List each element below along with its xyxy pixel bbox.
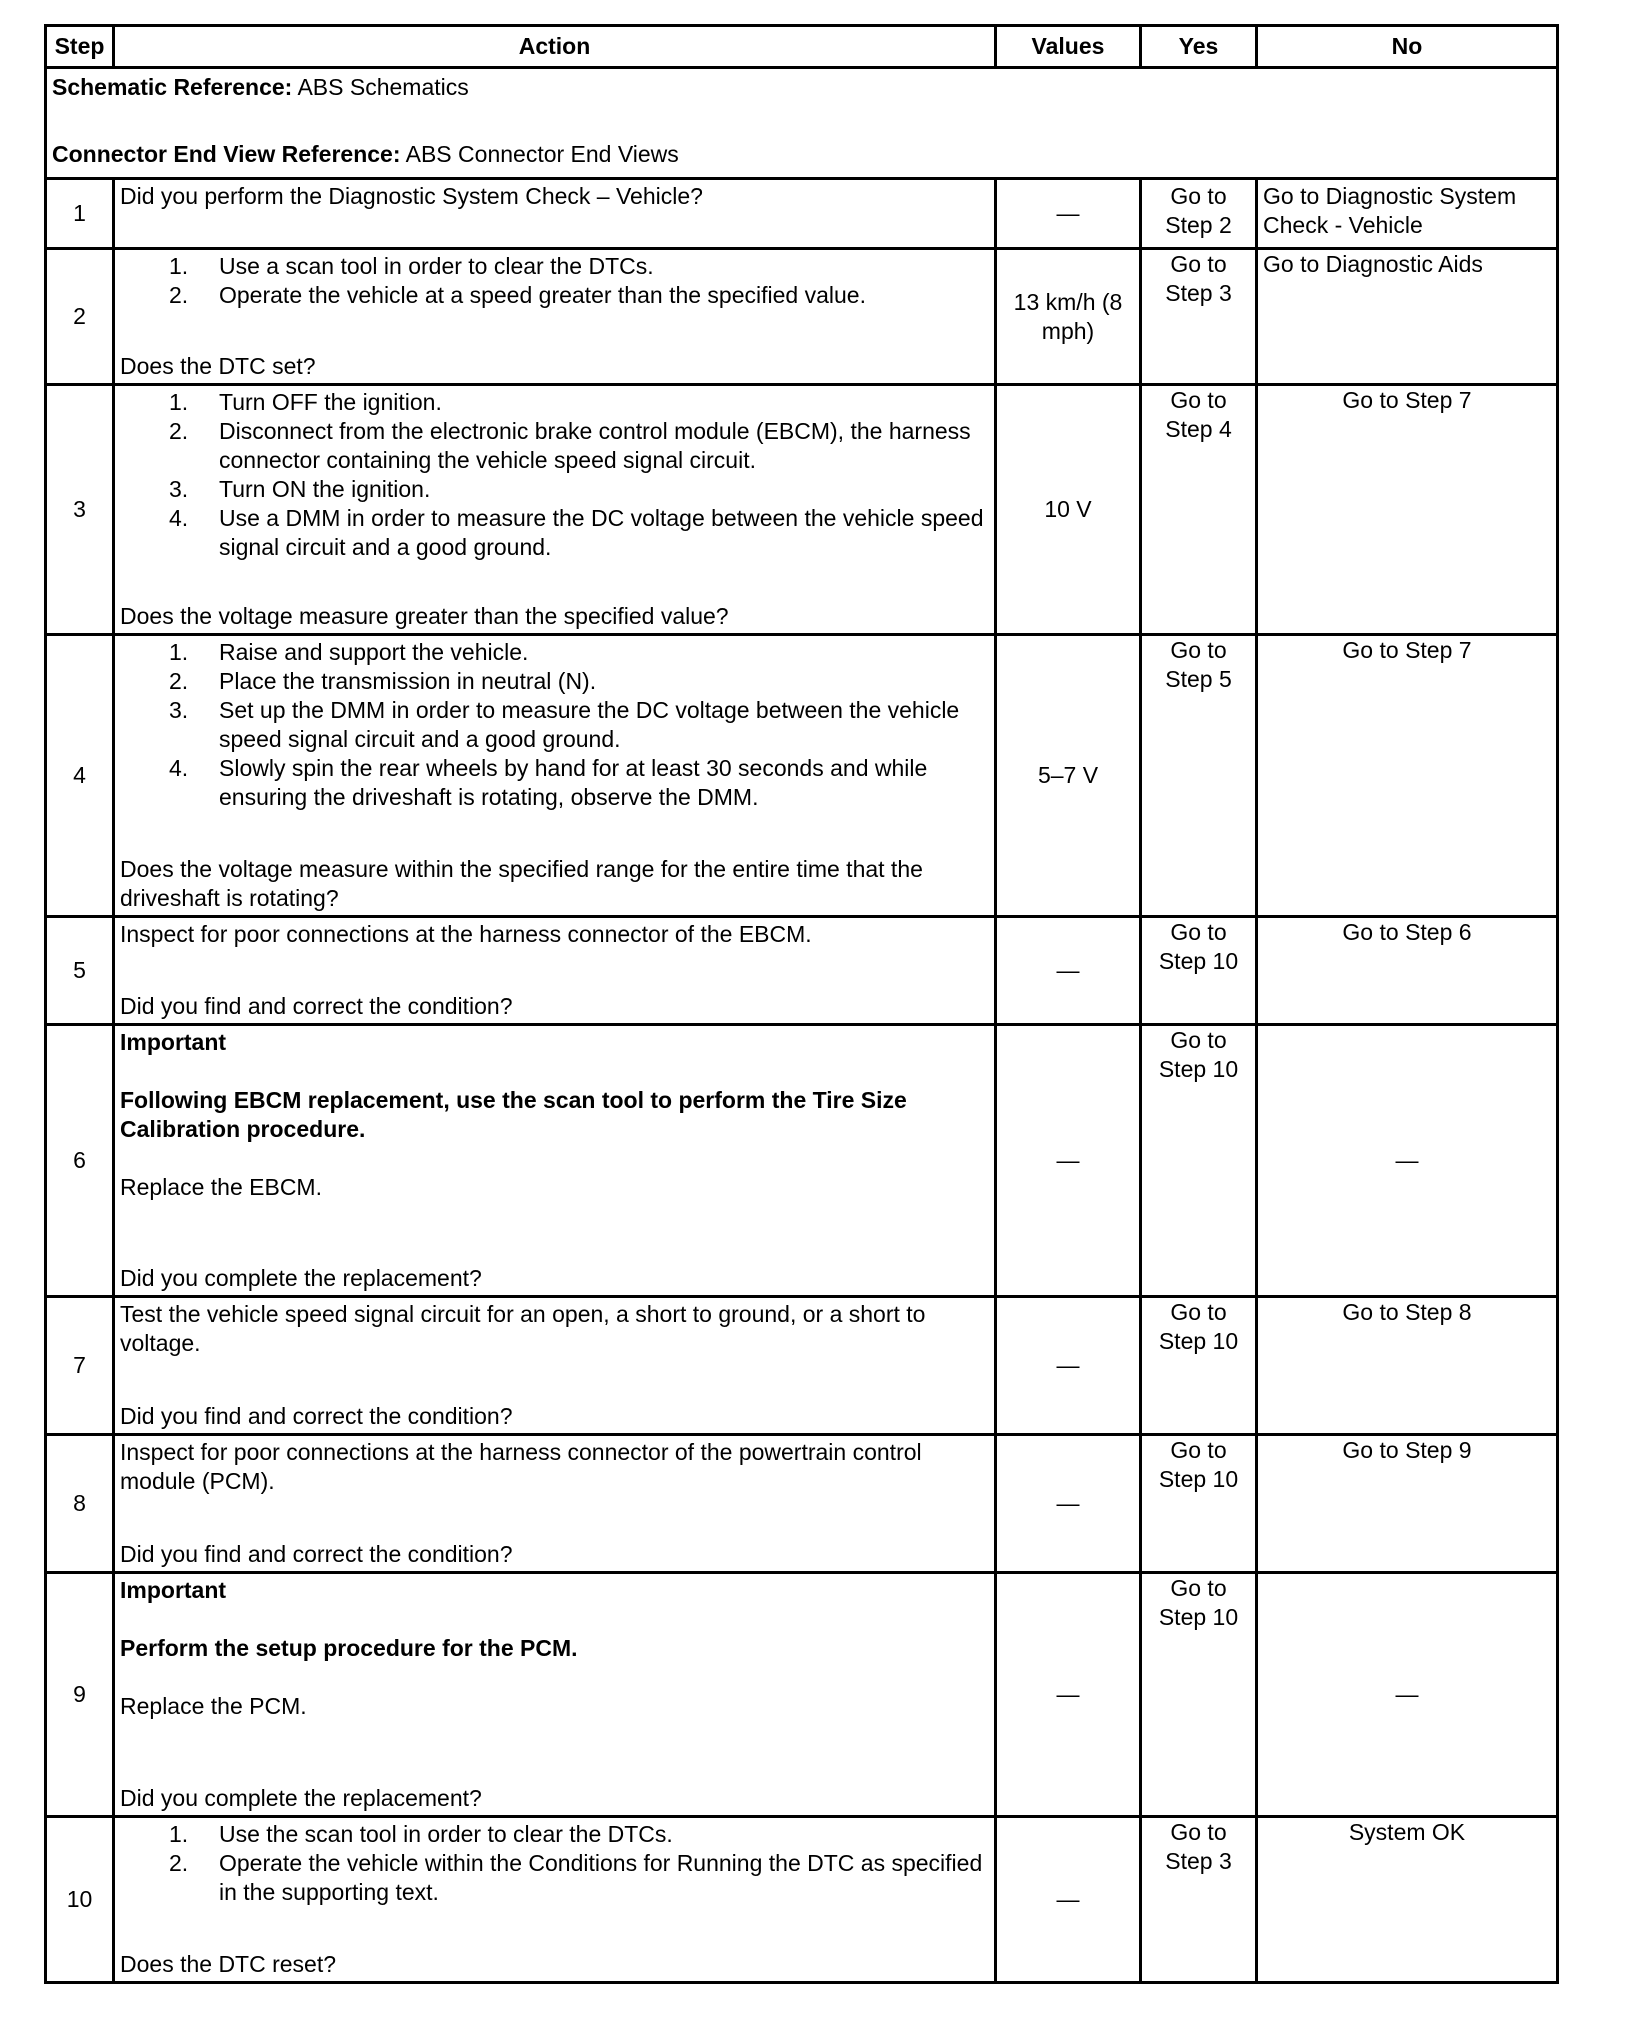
header-no: No: [1257, 26, 1558, 68]
action-cell: [114, 179, 996, 249]
header-values: Values: [996, 26, 1141, 68]
header-action: Action: [114, 26, 996, 68]
action-cell: [114, 1435, 996, 1573]
important-note: Perform the setup procedure for the PCM.: [120, 1635, 578, 1661]
table-row: [46, 1435, 1558, 1573]
table-row: [46, 1817, 1558, 1983]
value-cell: —: [996, 917, 1141, 1025]
step-number: 2: [46, 249, 114, 385]
list-item: Disconnect from the electronic brake control module (EBCM), the harness connector containing the vehicle speed signal circuit.: [219, 418, 971, 473]
value-cell: 10 V: [996, 385, 1141, 635]
no-link[interactable]: Go to Diagnostic System Check - Vehicle: [1257, 179, 1558, 249]
action-cell: [114, 1025, 996, 1297]
action-text: Test the vehicle speed signal circuit for an open, a short to ground, or a short to voltage.: [120, 1301, 926, 1356]
value-cell: 13 km/h (8 mph): [996, 249, 1141, 385]
important-label: Important: [120, 1029, 227, 1055]
no-value: —: [1257, 1573, 1558, 1817]
action-question: Does the voltage measure greater than the specified value?: [120, 603, 729, 629]
reference-cell: [46, 68, 1558, 179]
header-step: Step: [46, 26, 114, 68]
no-value: —: [1257, 1025, 1558, 1297]
action-steps-list: [120, 388, 989, 562]
reference-row: [46, 68, 1558, 179]
no-link[interactable]: Go to Step 7: [1257, 385, 1558, 635]
action-cell: [114, 1297, 996, 1435]
connector-reference: [52, 140, 1551, 169]
action-question: Did you complete the replacement?: [120, 1785, 482, 1811]
header-yes: Yes: [1141, 26, 1257, 68]
step-number: 1: [46, 179, 114, 249]
table-row: [46, 1573, 1558, 1817]
action-cell: [114, 635, 996, 917]
step-number: 3: [46, 385, 114, 635]
list-item: Turn ON the ignition.: [219, 476, 431, 502]
list-item: Place the transmission in neutral (N).: [219, 668, 597, 694]
list-item: Turn OFF the ignition.: [219, 389, 442, 415]
step-number: 7: [46, 1297, 114, 1435]
connector-reference-label: Connector End View Reference:: [52, 141, 401, 167]
step-number: 8: [46, 1435, 114, 1573]
step-number: 6: [46, 1025, 114, 1297]
action-question: Did you find and correct the condition?: [120, 1403, 513, 1429]
table-row: [46, 385, 1558, 635]
value-cell: 5–7 V: [996, 635, 1141, 917]
action-question: Did you find and correct the condition?: [120, 1541, 513, 1567]
diagnostic-table: [44, 24, 1559, 1984]
no-link[interactable]: System OK: [1257, 1817, 1558, 1983]
step-number: 10: [46, 1817, 114, 1983]
no-link[interactable]: Go to Diagnostic Aids: [1257, 249, 1558, 385]
action-cell: [114, 1817, 996, 1983]
value-cell: —: [996, 1297, 1141, 1435]
list-item: Raise and support the vehicle.: [219, 639, 529, 665]
table-row: [46, 635, 1558, 917]
step-number: 5: [46, 917, 114, 1025]
no-link[interactable]: Go to Step 9: [1257, 1435, 1558, 1573]
yes-link[interactable]: Go to Step 3: [1141, 1817, 1257, 1983]
yes-link[interactable]: Go to Step 10: [1141, 1297, 1257, 1435]
list-item: Use a scan tool in order to clear the DTCs.: [219, 253, 654, 279]
value-cell: —: [996, 1573, 1141, 1817]
action-question: Does the DTC set?: [120, 353, 316, 379]
table-row: [46, 1025, 1558, 1297]
step-number: 4: [46, 635, 114, 917]
action-text: Replace the EBCM.: [120, 1174, 322, 1200]
action-cell: [114, 385, 996, 635]
value-cell: —: [996, 1817, 1141, 1983]
action-question: Did you find and correct the condition?: [120, 993, 513, 1019]
yes-link[interactable]: Go to Step 10: [1141, 917, 1257, 1025]
action-steps-list: [120, 1820, 989, 1907]
action-cell: [114, 1573, 996, 1817]
yes-link[interactable]: Go to Step 5: [1141, 635, 1257, 917]
table-row: [46, 1297, 1558, 1435]
yes-link[interactable]: Go to Step 3: [1141, 249, 1257, 385]
yes-link[interactable]: Go to Step 2: [1141, 179, 1257, 249]
list-item: Operate the vehicle at a speed greater than the specified value.: [219, 282, 866, 308]
no-link[interactable]: Go to Step 7: [1257, 635, 1558, 917]
action-text: Replace the PCM.: [120, 1693, 307, 1719]
action-cell: [114, 917, 996, 1025]
action-question: Did you perform the Diagnostic System Check – Vehicle?: [120, 183, 703, 209]
list-item: Set up the DMM in order to measure the DC voltage between the vehicle speed signal circuit and a good ground.: [219, 697, 960, 752]
schematic-reference-label: Schematic Reference:: [52, 74, 293, 100]
value-cell: —: [996, 1435, 1141, 1573]
action-steps-list: [120, 638, 989, 812]
action-text: Inspect for poor connections at the harness connector of the EBCM.: [120, 921, 812, 947]
action-question: Did you complete the replacement?: [120, 1265, 482, 1291]
action-question: Does the voltage measure within the specified range for the entire time that the driveshaft is rotating?: [120, 856, 923, 911]
no-link[interactable]: Go to Step 8: [1257, 1297, 1558, 1435]
list-item: Use a DMM in order to measure the DC voltage between the vehicle speed signal circuit and a good ground.: [219, 505, 984, 560]
action-steps-list: [120, 252, 989, 310]
list-item: Use the scan tool in order to clear the DTCs.: [219, 1821, 673, 1847]
table-row: [46, 179, 1558, 249]
yes-link[interactable]: Go to Step 10: [1141, 1435, 1257, 1573]
table-row: [46, 917, 1558, 1025]
yes-link[interactable]: Go to Step 10: [1141, 1573, 1257, 1817]
yes-link[interactable]: Go to Step 4: [1141, 385, 1257, 635]
no-link[interactable]: Go to Step 6: [1257, 917, 1558, 1025]
yes-link[interactable]: Go to Step 10: [1141, 1025, 1257, 1297]
list-item: Operate the vehicle within the Conditions for Running the DTC as specified in the supporting text.: [219, 1850, 983, 1905]
important-label: Important: [120, 1577, 227, 1603]
action-text: Inspect for poor connections at the harness connector of the powertrain control module (PCM).: [120, 1439, 922, 1494]
value-cell: —: [996, 179, 1141, 249]
table-row: [46, 249, 1558, 385]
schematic-reference-link[interactable]: ABS Schematics: [297, 74, 469, 100]
list-item: Slowly spin the rear wheels by hand for at least 30 seconds and while ensuring the driveshaft is rotating, observe the DMM.: [219, 755, 928, 810]
connector-reference-link[interactable]: ABS Connector End Views: [405, 141, 679, 167]
important-note: Following EBCM replacement, use the scan tool to perform the Tire Size Calibration procedure.: [120, 1087, 907, 1142]
action-cell: [114, 249, 996, 385]
step-number: 9: [46, 1573, 114, 1817]
value-cell: —: [996, 1025, 1141, 1297]
schematic-reference: [52, 73, 1551, 102]
table-header-row: [46, 26, 1558, 68]
action-question: Does the DTC reset?: [120, 1951, 337, 1977]
